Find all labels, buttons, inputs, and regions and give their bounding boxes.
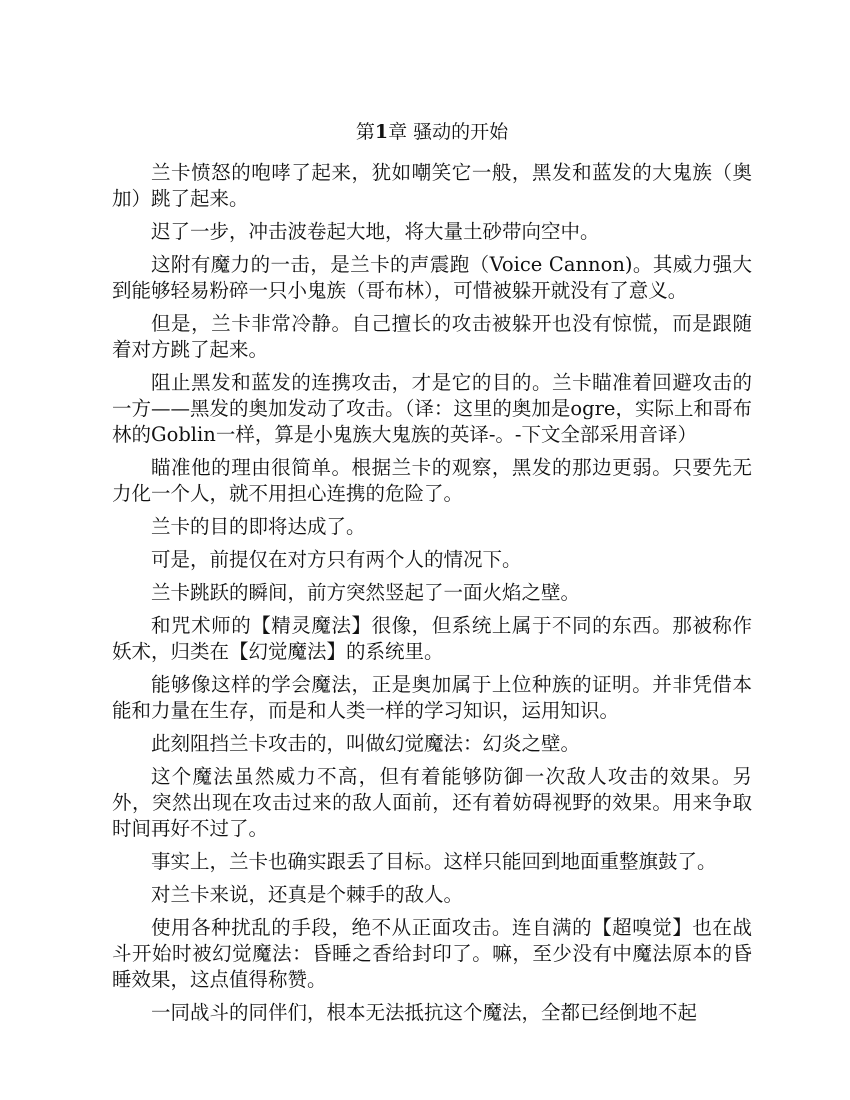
paragraph: 和咒术师的【精灵魔法】很像，但系统上属于不同的东西。那被称作妖术，归类在【幻觉魔法】的系统里。 — [112, 614, 752, 663]
paragraph: 瞄准他的理由很简单。根据兰卡的观察，黑发的那边更弱。只要先无力化一个人，就不用担心连携的危险了。 — [112, 456, 752, 505]
paragraph: 对兰卡来说，还真是个棘手的敌人。 — [151, 883, 464, 906]
chapter-prefix: 第 — [355, 121, 375, 143]
document-page — [112, 118, 752, 1033]
paragraph: 兰卡愤怒的咆哮了起来，犹如嘲笑它一般，黑发和蓝发的大鬼族（奥加）跳了起来。 — [112, 161, 752, 210]
paragraph: 但是，兰卡非常冷静。自己擅长的攻击被躲开也没有惊慌，而是跟随着对方跳了起来。 — [112, 312, 752, 361]
chapter-number: 1 — [374, 121, 389, 143]
paragraph: 此刻阻挡兰卡攻击的，叫做幻觉魔法：幻炎之壁。 — [151, 732, 581, 755]
paragraph: 阻止黑发和蓝发的连携攻击，才是它的目的。兰卡瞄准着回避攻击的一方——黑发的奥加发动了攻击。（译：这里的奥加是ogre，实际上和哥布林的Goblin一样，算是小鬼族大鬼族的英译-。-下文全部采用音译） — [112, 371, 752, 446]
paragraph: 一同战斗的同伴们，根本无法抵抗这个魔法，全都已经倒地不起 — [151, 1001, 698, 1024]
paragraph: 兰卡跳跃的瞬间，前方突然竖起了一面火焰之壁。 — [151, 581, 581, 604]
paragraph: 可是，前提仅在对方只有两个人的情况下。 — [151, 548, 522, 571]
paragraph: 使用各种扰乱的手段，绝不从正面攻击。连自满的【超嗅觉】也在战斗开始时被幻觉魔法：昏睡之香给封印了。嘛，至少没有中魔法原本的昏睡效果，这点值得称赞。 — [112, 916, 752, 991]
chapter-title-text: 章 骚动的开始 — [388, 121, 509, 143]
paragraph: 事实上，兰卡也确实跟丢了目标。这样只能回到地面重整旗鼓了。 — [151, 850, 717, 873]
chapter-title — [112, 118, 752, 146]
paragraph: 迟了一步，冲击波卷起大地，将大量土砂带向空中。 — [151, 220, 600, 243]
paragraph: 这附有魔力的一击，是兰卡的声震跑（Voice Cannon)。其威力强大到能够轻易粉碎一只小鬼族（哥布林），可惜被躲开就没有了意义。 — [112, 253, 752, 302]
paragraph: 兰卡的目的即将达成了。 — [151, 515, 366, 538]
paragraph: 这个魔法虽然威力不高，但有着能够防御一次敌人攻击的效果。另外，突然出现在攻击过来的敌人面前，还有着妨碍视野的效果。用来争取时间再好不过了。 — [112, 765, 752, 840]
paragraph: 能够像这样的学会魔法，正是奥加属于上位种族的证明。并非凭借本能和力量在生存，而是和人类一样的学习知识，运用知识。 — [112, 673, 752, 722]
